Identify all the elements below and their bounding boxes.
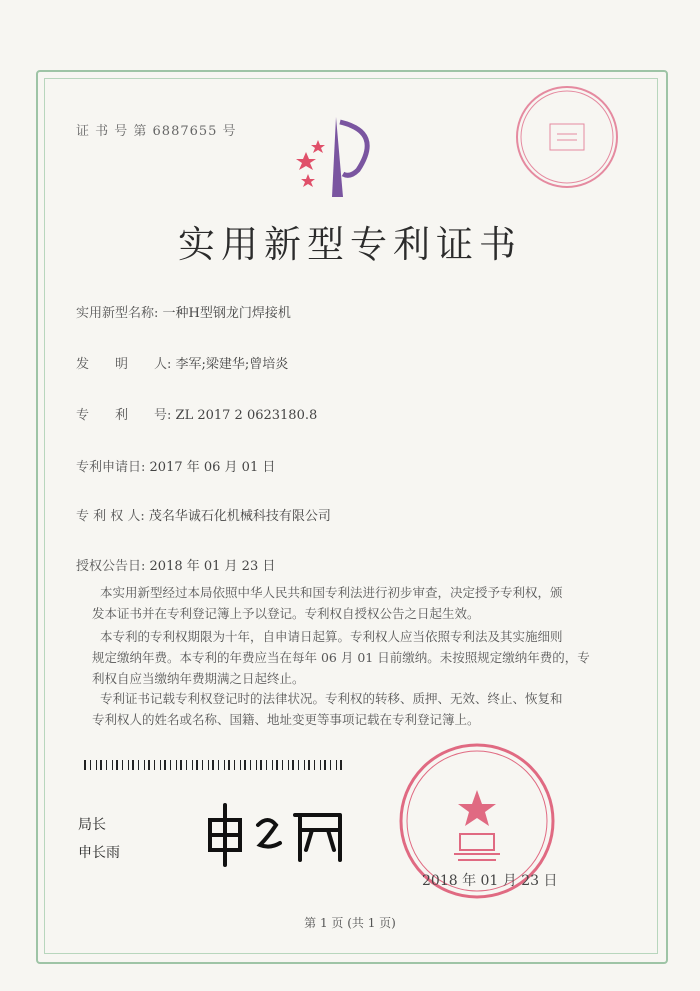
- barcode-bar: [164, 760, 166, 770]
- barcode-bar: [96, 760, 97, 770]
- barcode-bar: [122, 760, 123, 770]
- barcode-bar: [176, 760, 177, 770]
- inventor-value: 李军;梁建华;曾培炎: [175, 357, 289, 372]
- barcode-bar: [154, 760, 155, 770]
- barcode-bar: [244, 760, 246, 770]
- certificate-title: 实用新型专利证书: [178, 223, 522, 266]
- utility-model-name-value: 一种H型钢龙门焊接机: [162, 306, 291, 321]
- barcode: [84, 760, 344, 770]
- barcode-bar: [340, 760, 342, 770]
- barcode-bar: [148, 760, 150, 770]
- small-seal-stamp: [512, 82, 622, 192]
- paragraph-3-line-1: 专利证书记载专利权登记时的法律状况。专利权的转移、质押、无效、终止、恢复和: [100, 691, 563, 706]
- barcode-bar: [272, 760, 273, 770]
- barcode-bar: [234, 760, 235, 770]
- barcode-bar: [132, 760, 134, 770]
- grant-date-value: 2018 年 01 月 23 日: [149, 559, 276, 574]
- barcode-bar: [202, 760, 203, 770]
- utility-model-name-field: [76, 302, 291, 321]
- barcode-bar: [298, 760, 299, 770]
- patent-number-label: 专 利 号:: [76, 408, 172, 423]
- barcode-bar: [250, 760, 251, 770]
- barcode-bar: [192, 760, 193, 770]
- grant-date-field: [76, 555, 275, 574]
- paragraph-2-line-3: 利权自应当缴纳年费期满之日起终止。: [92, 671, 305, 686]
- patent-number-value: ZL 2017 2 0623180.8: [175, 408, 318, 423]
- patent-office-logo: [288, 112, 388, 202]
- barcode-bar: [228, 760, 230, 770]
- barcode-bar: [218, 760, 219, 770]
- barcode-bar: [84, 760, 86, 770]
- patentee-label: 专 利 权 人:: [76, 509, 145, 524]
- paragraph-2-line-2: 规定缴纳年费。本专利的年费应当在每年 06 月 01 日前缴纳。未按照规定缴纳年费的，专: [92, 650, 590, 665]
- barcode-bar: [266, 760, 267, 770]
- patentee-field: [76, 505, 331, 524]
- barcode-bar: [186, 760, 187, 770]
- barcode-bar: [330, 760, 331, 770]
- barcode-bar: [138, 760, 139, 770]
- filing-date-field: [76, 456, 275, 475]
- signatory-name: 申长雨: [78, 845, 120, 861]
- barcode-bar: [128, 760, 129, 770]
- barcode-bar: [106, 760, 107, 770]
- barcode-bar: [116, 760, 118, 770]
- barcode-bar: [100, 760, 102, 770]
- paragraph-3-line-2: 专利权人的姓名或名称、国籍、地址变更等事项记载在专利登记簿上。: [92, 712, 480, 727]
- barcode-bar: [170, 760, 171, 770]
- barcode-bar: [276, 760, 278, 770]
- barcode-bar: [304, 760, 305, 770]
- barcode-bar: [212, 760, 214, 770]
- barcode-bar: [144, 760, 145, 770]
- signatory-title: 局长: [78, 817, 106, 833]
- barcode-bar: [288, 760, 289, 770]
- paragraph-1-line-2: 发本证书并在专利登记簿上予以登记。专利权自授权公告之日起生效。: [92, 606, 480, 621]
- handwritten-signature: [200, 790, 350, 870]
- utility-model-name-label: 实用新型名称:: [76, 306, 159, 321]
- stamp-date: 2018 年 01 月 23 日: [422, 873, 558, 889]
- barcode-bar: [256, 760, 257, 770]
- inventor-field: [76, 353, 288, 372]
- barcode-bar: [314, 760, 315, 770]
- barcode-bar: [180, 760, 182, 770]
- filing-date-value: 2017 年 06 月 01 日: [149, 460, 276, 475]
- filing-date-label: 专利申请日:: [76, 460, 146, 475]
- barcode-bar: [282, 760, 283, 770]
- certificate-number: 证 书 号 第 6887655 号: [76, 124, 237, 139]
- barcode-bar: [160, 760, 161, 770]
- barcode-bar: [320, 760, 321, 770]
- barcode-bar: [240, 760, 241, 770]
- barcode-bar: [196, 760, 198, 770]
- barcode-bar: [90, 760, 91, 770]
- inventor-label: 发 明 人:: [76, 357, 172, 372]
- barcode-bar: [336, 760, 337, 770]
- barcode-bar: [292, 760, 294, 770]
- paragraph-1-line-1: 本实用新型经过本局依照中华人民共和国专利法进行初步审查，决定授予专利权，颁: [100, 585, 563, 600]
- barcode-bar: [260, 760, 262, 770]
- barcode-bar: [112, 760, 113, 770]
- grant-date-label: 授权公告日:: [76, 559, 146, 574]
- barcode-bar: [224, 760, 225, 770]
- barcode-bar: [308, 760, 310, 770]
- patentee-value: 茂名华诚石化机械科技有限公司: [148, 509, 331, 524]
- paragraph-2-line-1: 本专利的专利权期限为十年，自申请日起算。专利权人应当依照专利法及其实施细则: [100, 629, 563, 644]
- patent-number-field: [76, 404, 317, 423]
- page-number: 第 1 页 (共 1 页): [304, 916, 396, 930]
- barcode-bar: [208, 760, 209, 770]
- barcode-bar: [324, 760, 326, 770]
